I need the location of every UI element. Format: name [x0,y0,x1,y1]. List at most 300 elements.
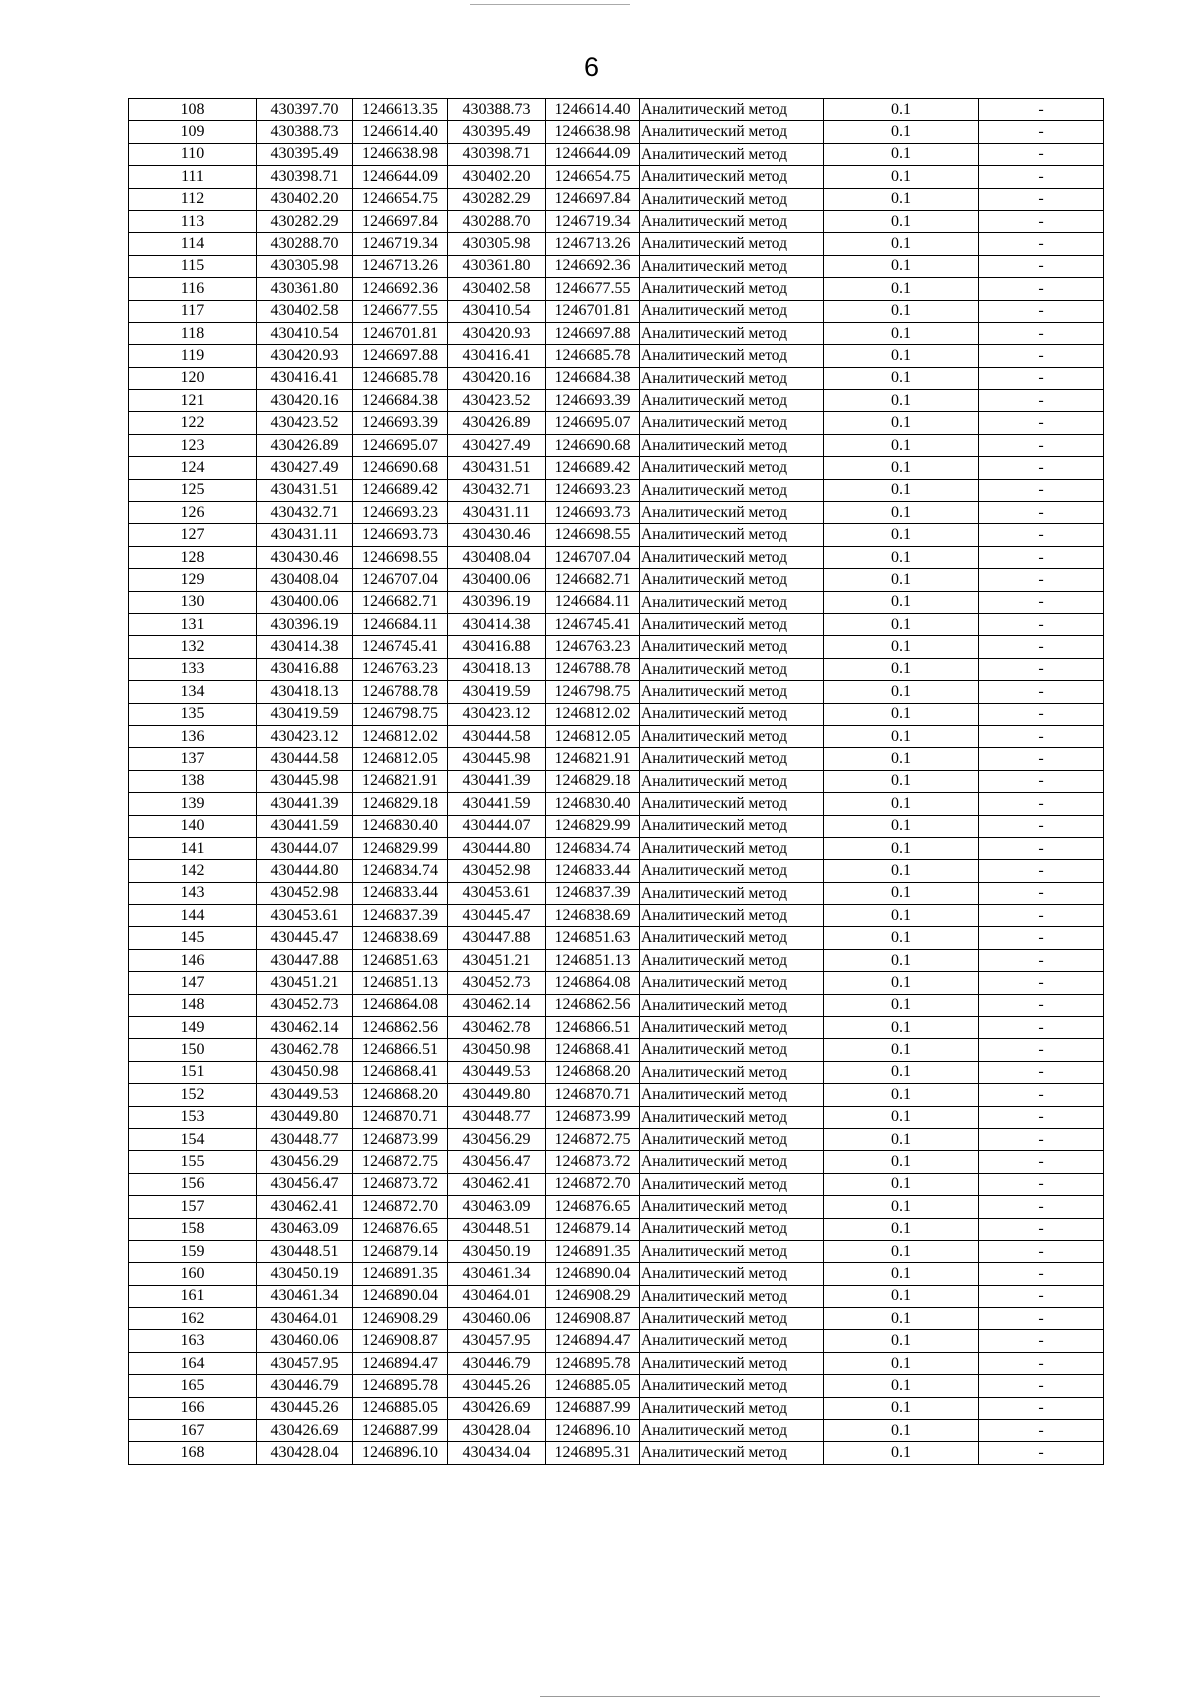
accuracy-cell: 0.1 [824,681,979,703]
note-cell: - [979,546,1104,568]
end-y-cell: 1246798.75 [546,681,640,703]
accuracy-cell: 0.1 [824,725,979,747]
start-x-cell: 430432.71 [257,502,353,524]
table-row [129,524,1104,546]
start-x-cell: 430361.80 [257,278,353,300]
start-x-cell: 430402.58 [257,300,353,322]
end-y-cell: 1246864.08 [546,972,640,994]
method-cell: Аналитический метод [640,882,824,904]
start-y-cell: 1246798.75 [353,703,448,725]
method-cell: Аналитический метод [640,524,824,546]
note-cell: - [979,233,1104,255]
accuracy-cell: 0.1 [824,502,979,524]
note-cell: - [979,748,1104,770]
table-row [129,1084,1104,1106]
start-y-cell: 1246689.42 [353,479,448,501]
start-y-cell: 1246872.70 [353,1196,448,1218]
table-row [129,613,1104,635]
start-y-cell: 1246870.71 [353,1106,448,1128]
end-x-cell: 430457.95 [448,1330,546,1352]
accuracy-cell: 0.1 [824,121,979,143]
end-x-cell: 430461.34 [448,1263,546,1285]
note-cell: - [979,166,1104,188]
table-row [129,1106,1104,1128]
end-x-cell: 430451.21 [448,949,546,971]
method-cell: Аналитический метод [640,1196,824,1218]
point-number-cell: 140 [129,815,257,837]
end-x-cell: 430448.77 [448,1106,546,1128]
note-cell: - [979,815,1104,837]
note-cell: - [979,1039,1104,1061]
start-x-cell: 430423.52 [257,412,353,434]
note-cell: - [979,1173,1104,1195]
point-number-cell: 123 [129,434,257,456]
point-number-cell: 154 [129,1128,257,1150]
start-x-cell: 430452.73 [257,994,353,1016]
point-number-cell: 130 [129,591,257,613]
table-row [129,658,1104,680]
method-cell: Аналитический метод [640,748,824,770]
table-row [129,1263,1104,1285]
accuracy-cell: 0.1 [824,613,979,635]
point-number-cell: 131 [129,613,257,635]
table-row [129,1151,1104,1173]
note-cell: - [979,681,1104,703]
point-number-cell: 150 [129,1039,257,1061]
accuracy-cell: 0.1 [824,793,979,815]
end-x-cell: 430462.41 [448,1173,546,1195]
note-cell: - [979,1352,1104,1374]
accuracy-cell: 0.1 [824,1061,979,1083]
method-cell: Аналитический метод [640,390,824,412]
table-row [129,972,1104,994]
accuracy-cell: 0.1 [824,278,979,300]
start-y-cell: 1246614.40 [353,121,448,143]
note-cell: - [979,569,1104,591]
point-number-cell: 129 [129,569,257,591]
end-y-cell: 1246862.56 [546,994,640,1016]
method-cell: Аналитический метод [640,1442,824,1464]
start-y-cell: 1246698.55 [353,546,448,568]
scan-artifact-bottom [540,1696,1100,1697]
point-number-cell: 136 [129,725,257,747]
end-y-cell: 1246693.73 [546,502,640,524]
note-cell: - [979,1196,1104,1218]
start-y-cell: 1246829.18 [353,793,448,815]
end-x-cell: 430444.58 [448,725,546,747]
note-cell: - [979,300,1104,322]
end-x-cell: 430395.49 [448,121,546,143]
start-x-cell: 430423.12 [257,725,353,747]
end-y-cell: 1246908.29 [546,1285,640,1307]
table-row [129,1397,1104,1419]
start-x-cell: 430410.54 [257,322,353,344]
start-y-cell: 1246830.40 [353,815,448,837]
end-x-cell: 430463.09 [448,1196,546,1218]
method-cell: Аналитический метод [640,1285,824,1307]
end-y-cell: 1246829.99 [546,815,640,837]
start-y-cell: 1246895.78 [353,1375,448,1397]
start-x-cell: 430388.73 [257,121,353,143]
start-y-cell: 1246812.05 [353,748,448,770]
end-y-cell: 1246896.10 [546,1420,640,1442]
start-y-cell: 1246876.65 [353,1218,448,1240]
method-cell: Аналитический метод [640,99,824,121]
start-y-cell: 1246693.23 [353,502,448,524]
method-cell: Аналитический метод [640,1106,824,1128]
point-number-cell: 122 [129,412,257,434]
point-number-cell: 133 [129,658,257,680]
start-x-cell: 430419.59 [257,703,353,725]
point-number-cell: 109 [129,121,257,143]
start-y-cell: 1246685.78 [353,367,448,389]
end-y-cell: 1246868.41 [546,1039,640,1061]
point-number-cell: 138 [129,770,257,792]
method-cell: Аналитический метод [640,345,824,367]
table-row [129,255,1104,277]
table-row [129,1240,1104,1262]
end-y-cell: 1246829.18 [546,770,640,792]
start-y-cell: 1246684.11 [353,613,448,635]
point-number-cell: 145 [129,927,257,949]
table-row [129,390,1104,412]
end-y-cell: 1246830.40 [546,793,640,815]
method-cell: Аналитический метод [640,1330,824,1352]
end-x-cell: 430431.11 [448,502,546,524]
table-row [129,479,1104,501]
end-y-cell: 1246677.55 [546,278,640,300]
method-cell: Аналитический метод [640,949,824,971]
method-cell: Аналитический метод [640,725,824,747]
end-x-cell: 430431.51 [448,457,546,479]
end-x-cell: 430434.04 [448,1442,546,1464]
start-x-cell: 430445.26 [257,1397,353,1419]
note-cell: - [979,770,1104,792]
note-cell: - [979,882,1104,904]
end-y-cell: 1246690.68 [546,434,640,456]
point-number-cell: 124 [129,457,257,479]
end-y-cell: 1246891.35 [546,1240,640,1262]
end-y-cell: 1246851.63 [546,927,640,949]
method-cell: Аналитический метод [640,1128,824,1150]
start-x-cell: 430462.41 [257,1196,353,1218]
end-y-cell: 1246833.44 [546,860,640,882]
end-y-cell: 1246872.70 [546,1173,640,1195]
end-y-cell: 1246692.36 [546,255,640,277]
table-row [129,725,1104,747]
accuracy-cell: 0.1 [824,1330,979,1352]
start-x-cell: 430453.61 [257,905,353,927]
accuracy-cell: 0.1 [824,994,979,1016]
method-cell: Аналитический метод [640,233,824,255]
end-x-cell: 430402.20 [448,166,546,188]
start-y-cell: 1246833.44 [353,882,448,904]
method-cell: Аналитический метод [640,1263,824,1285]
accuracy-cell: 0.1 [824,524,979,546]
start-y-cell: 1246851.63 [353,949,448,971]
accuracy-cell: 0.1 [824,949,979,971]
start-x-cell: 430418.13 [257,681,353,703]
accuracy-cell: 0.1 [824,905,979,927]
method-cell: Аналитический метод [640,927,824,949]
note-cell: - [979,1218,1104,1240]
start-x-cell: 430447.88 [257,949,353,971]
end-x-cell: 430402.58 [448,278,546,300]
method-cell: Аналитический метод [640,1039,824,1061]
start-x-cell: 430444.80 [257,860,353,882]
end-y-cell: 1246614.40 [546,99,640,121]
table-row [129,1375,1104,1397]
start-y-cell: 1246872.75 [353,1151,448,1173]
method-cell: Аналитический метод [640,457,824,479]
table-row [129,233,1104,255]
accuracy-cell: 0.1 [824,457,979,479]
note-cell: - [979,1285,1104,1307]
method-cell: Аналитический метод [640,1218,824,1240]
start-y-cell: 1246692.36 [353,278,448,300]
point-number-cell: 144 [129,905,257,927]
point-number-cell: 139 [129,793,257,815]
accuracy-cell: 0.1 [824,569,979,591]
end-y-cell: 1246890.04 [546,1263,640,1285]
table-row [129,681,1104,703]
start-x-cell: 430448.51 [257,1240,353,1262]
note-cell: - [979,703,1104,725]
accuracy-cell: 0.1 [824,1173,979,1195]
start-y-cell: 1246719.34 [353,233,448,255]
note-cell: - [979,412,1104,434]
end-y-cell: 1246697.84 [546,188,640,210]
accuracy-cell: 0.1 [824,390,979,412]
method-cell: Аналитический метод [640,905,824,927]
end-y-cell: 1246698.55 [546,524,640,546]
table-row [129,949,1104,971]
end-x-cell: 430400.06 [448,569,546,591]
end-y-cell: 1246812.05 [546,725,640,747]
end-x-cell: 430410.54 [448,300,546,322]
accuracy-cell: 0.1 [824,210,979,232]
end-y-cell: 1246868.20 [546,1061,640,1083]
note-cell: - [979,367,1104,389]
table-row [129,882,1104,904]
table-row [129,1420,1104,1442]
end-x-cell: 430450.98 [448,1039,546,1061]
start-y-cell: 1246763.23 [353,658,448,680]
end-x-cell: 430452.98 [448,860,546,882]
method-cell: Аналитический метод [640,166,824,188]
start-x-cell: 430450.98 [257,1061,353,1083]
accuracy-cell: 0.1 [824,1308,979,1330]
start-x-cell: 430305.98 [257,255,353,277]
end-x-cell: 430456.29 [448,1128,546,1150]
start-x-cell: 430457.95 [257,1352,353,1374]
table-row [129,412,1104,434]
method-cell: Аналитический метод [640,1420,824,1442]
end-x-cell: 430423.12 [448,703,546,725]
method-cell: Аналитический метод [640,658,824,680]
start-y-cell: 1246654.75 [353,188,448,210]
table-row [129,927,1104,949]
method-cell: Аналитический метод [640,837,824,859]
end-x-cell: 430408.04 [448,546,546,568]
note-cell: - [979,636,1104,658]
accuracy-cell: 0.1 [824,1084,979,1106]
end-x-cell: 430449.53 [448,1061,546,1083]
note-cell: - [979,994,1104,1016]
start-x-cell: 430400.06 [257,591,353,613]
point-number-cell: 134 [129,681,257,703]
method-cell: Аналитический метод [640,1173,824,1195]
table-row [129,569,1104,591]
note-cell: - [979,121,1104,143]
table-body [129,99,1104,1465]
start-x-cell: 430456.47 [257,1173,353,1195]
start-x-cell: 430449.80 [257,1106,353,1128]
start-x-cell: 430420.16 [257,390,353,412]
start-y-cell: 1246701.81 [353,322,448,344]
end-x-cell: 430426.89 [448,412,546,434]
table-row [129,815,1104,837]
end-y-cell: 1246684.38 [546,367,640,389]
note-cell: - [979,972,1104,994]
method-cell: Аналитический метод [640,1352,824,1374]
start-y-cell: 1246745.41 [353,636,448,658]
end-x-cell: 430428.04 [448,1420,546,1442]
point-number-cell: 132 [129,636,257,658]
accuracy-cell: 0.1 [824,1106,979,1128]
start-y-cell: 1246879.14 [353,1240,448,1262]
start-x-cell: 430282.29 [257,210,353,232]
table-row [129,1285,1104,1307]
start-x-cell: 430446.79 [257,1375,353,1397]
table-row [129,636,1104,658]
end-y-cell: 1246866.51 [546,1017,640,1039]
accuracy-cell: 0.1 [824,1196,979,1218]
method-cell: Аналитический метод [640,1397,824,1419]
start-y-cell: 1246707.04 [353,569,448,591]
start-y-cell: 1246693.73 [353,524,448,546]
table-row [129,1330,1104,1352]
note-cell: - [979,1017,1104,1039]
end-x-cell: 430426.69 [448,1397,546,1419]
point-number-cell: 114 [129,233,257,255]
end-x-cell: 430449.80 [448,1084,546,1106]
start-y-cell: 1246693.39 [353,412,448,434]
point-number-cell: 137 [129,748,257,770]
start-x-cell: 430441.59 [257,815,353,837]
end-x-cell: 430447.88 [448,927,546,949]
start-x-cell: 430416.88 [257,658,353,680]
accuracy-cell: 0.1 [824,1128,979,1150]
end-y-cell: 1246851.13 [546,949,640,971]
table-row [129,905,1104,927]
start-y-cell: 1246851.13 [353,972,448,994]
method-cell: Аналитический метод [640,815,824,837]
table-row [129,322,1104,344]
start-y-cell: 1246638.98 [353,143,448,165]
table-row [129,994,1104,1016]
end-y-cell: 1246834.74 [546,837,640,859]
table-row [129,502,1104,524]
table-row [129,300,1104,322]
start-x-cell: 430431.11 [257,524,353,546]
note-cell: - [979,725,1104,747]
method-cell: Аналитический метод [640,143,824,165]
start-x-cell: 430426.89 [257,434,353,456]
start-x-cell: 430460.06 [257,1330,353,1352]
end-x-cell: 430361.80 [448,255,546,277]
accuracy-cell: 0.1 [824,972,979,994]
table-row [129,367,1104,389]
end-x-cell: 430398.71 [448,143,546,165]
end-x-cell: 430453.61 [448,882,546,904]
point-number-cell: 155 [129,1151,257,1173]
method-cell: Аналитический метод [640,703,824,725]
end-y-cell: 1246870.71 [546,1084,640,1106]
accuracy-cell: 0.1 [824,1151,979,1173]
start-y-cell: 1246834.74 [353,860,448,882]
note-cell: - [979,1128,1104,1150]
accuracy-cell: 0.1 [824,636,979,658]
method-cell: Аналитический метод [640,322,824,344]
start-y-cell: 1246908.87 [353,1330,448,1352]
end-x-cell: 430445.26 [448,1375,546,1397]
point-number-cell: 152 [129,1084,257,1106]
point-number-cell: 115 [129,255,257,277]
start-x-cell: 430445.47 [257,927,353,949]
end-y-cell: 1246887.99 [546,1397,640,1419]
start-x-cell: 430461.34 [257,1285,353,1307]
end-x-cell: 430420.16 [448,367,546,389]
start-y-cell: 1246684.38 [353,390,448,412]
accuracy-cell: 0.1 [824,748,979,770]
method-cell: Аналитический метод [640,591,824,613]
end-x-cell: 430416.41 [448,345,546,367]
end-y-cell: 1246908.87 [546,1308,640,1330]
start-x-cell: 430431.51 [257,479,353,501]
end-y-cell: 1246873.99 [546,1106,640,1128]
start-x-cell: 430441.39 [257,793,353,815]
accuracy-cell: 0.1 [824,591,979,613]
start-y-cell: 1246682.71 [353,591,448,613]
end-x-cell: 430305.98 [448,233,546,255]
point-number-cell: 141 [129,837,257,859]
accuracy-cell: 0.1 [824,1375,979,1397]
start-y-cell: 1246868.20 [353,1084,448,1106]
end-x-cell: 430441.59 [448,793,546,815]
end-y-cell: 1246894.47 [546,1330,640,1352]
accuracy-cell: 0.1 [824,703,979,725]
start-x-cell: 430395.49 [257,143,353,165]
point-number-cell: 164 [129,1352,257,1374]
accuracy-cell: 0.1 [824,882,979,904]
start-x-cell: 430288.70 [257,233,353,255]
method-cell: Аналитический метод [640,994,824,1016]
start-y-cell: 1246613.35 [353,99,448,121]
end-y-cell: 1246837.39 [546,882,640,904]
point-number-cell: 156 [129,1173,257,1195]
point-number-cell: 168 [129,1442,257,1464]
end-x-cell: 430282.29 [448,188,546,210]
accuracy-cell: 0.1 [824,99,979,121]
start-x-cell: 430445.98 [257,770,353,792]
accuracy-cell: 0.1 [824,1218,979,1240]
start-y-cell: 1246894.47 [353,1352,448,1374]
table-row [129,748,1104,770]
end-x-cell: 430416.88 [448,636,546,658]
start-x-cell: 430428.04 [257,1442,353,1464]
accuracy-cell: 0.1 [824,367,979,389]
